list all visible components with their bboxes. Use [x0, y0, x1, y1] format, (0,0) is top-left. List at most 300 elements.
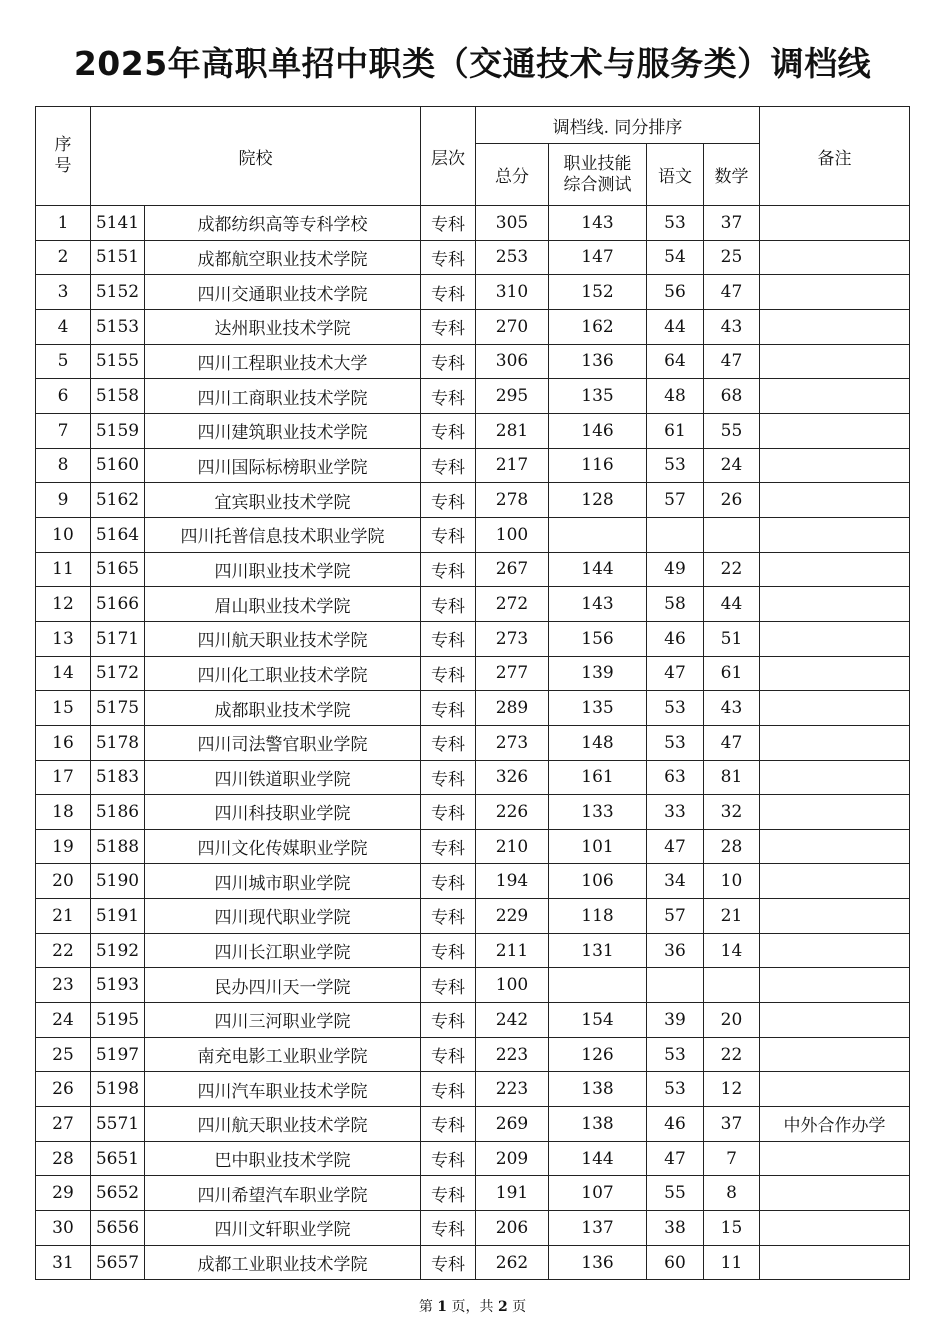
cell-remark [760, 517, 910, 552]
cell-total: 270 [476, 309, 549, 344]
cell-math: 21 [704, 899, 760, 934]
table-row [36, 448, 910, 483]
cell-code: 5166 [91, 587, 145, 622]
cell-math: 81 [704, 760, 760, 795]
cell-remark [760, 933, 910, 968]
cell-skill: 161 [549, 760, 647, 795]
header-seq: 序号 [36, 107, 91, 206]
cell-chinese: 63 [647, 760, 704, 795]
cell-total: 223 [476, 1072, 549, 1107]
cell-school: 四川工程职业技术大学 [145, 344, 421, 379]
cell-remark [760, 1176, 910, 1211]
cell-seq: 10 [36, 517, 91, 552]
cell-school: 四川交通职业技术学院 [145, 275, 421, 310]
cell-seq: 11 [36, 552, 91, 587]
cell-level: 专科 [421, 1176, 476, 1211]
cell-total: 306 [476, 344, 549, 379]
cell-chinese: 53 [647, 725, 704, 760]
cell-skill [549, 968, 647, 1003]
cell-code: 5172 [91, 656, 145, 691]
table-row [36, 725, 910, 760]
cell-math: 20 [704, 1003, 760, 1038]
cell-skill: 138 [549, 1072, 647, 1107]
header-remark: 备注 [760, 107, 910, 206]
cell-level: 专科 [421, 760, 476, 795]
table-row [36, 1211, 910, 1246]
cell-math: 14 [704, 933, 760, 968]
header-skill: 职业技能综合测试 [549, 144, 647, 206]
cell-seq: 28 [36, 1141, 91, 1176]
cell-level: 专科 [421, 1107, 476, 1142]
cell-math: 11 [704, 1245, 760, 1280]
cell-seq: 26 [36, 1072, 91, 1107]
cell-skill: 148 [549, 725, 647, 760]
cell-school: 四川航天职业技术学院 [145, 621, 421, 656]
cell-skill: 138 [549, 1107, 647, 1142]
cell-chinese: 56 [647, 275, 704, 310]
cell-seq: 2 [36, 240, 91, 275]
cell-school: 四川城市职业学院 [145, 864, 421, 899]
table-row [36, 1141, 910, 1176]
cell-remark [760, 206, 910, 241]
cell-school: 四川汽车职业技术学院 [145, 1072, 421, 1107]
cell-code: 5159 [91, 413, 145, 448]
cell-total: 326 [476, 760, 549, 795]
cell-remark [760, 587, 910, 622]
cell-chinese: 57 [647, 483, 704, 518]
cell-seq: 19 [36, 829, 91, 864]
cell-code: 5571 [91, 1107, 145, 1142]
cell-total: 273 [476, 621, 549, 656]
cell-school: 四川现代职业学院 [145, 899, 421, 934]
header-school: 院校 [91, 107, 421, 206]
cell-skill: 144 [549, 552, 647, 587]
cell-school: 南充电影工业职业学院 [145, 1037, 421, 1072]
cell-remark [760, 621, 910, 656]
cell-skill: 143 [549, 206, 647, 241]
cell-remark [760, 795, 910, 830]
cell-level: 专科 [421, 483, 476, 518]
cell-total: 295 [476, 379, 549, 414]
cell-skill: 128 [549, 483, 647, 518]
cell-skill: 147 [549, 240, 647, 275]
header-chinese: 语文 [647, 144, 704, 206]
table-row [36, 309, 910, 344]
table-row [36, 1176, 910, 1211]
cell-code: 5151 [91, 240, 145, 275]
table-row [36, 483, 910, 518]
footer-suffix: 页 [512, 1299, 527, 1315]
cell-level: 专科 [421, 240, 476, 275]
cell-chinese: 57 [647, 899, 704, 934]
cell-seq: 15 [36, 691, 91, 726]
cell-chinese: 61 [647, 413, 704, 448]
cell-skill: 116 [549, 448, 647, 483]
cell-level: 专科 [421, 1003, 476, 1038]
cell-school: 成都职业技术学院 [145, 691, 421, 726]
cell-seq: 31 [36, 1245, 91, 1280]
cell-skill [549, 517, 647, 552]
table-row [36, 552, 910, 587]
cell-code: 5152 [91, 275, 145, 310]
table-row [36, 1037, 910, 1072]
cell-seq: 25 [36, 1037, 91, 1072]
cell-math: 43 [704, 309, 760, 344]
cell-math: 24 [704, 448, 760, 483]
cell-total: 310 [476, 275, 549, 310]
cell-math [704, 968, 760, 1003]
cell-seq: 16 [36, 725, 91, 760]
cell-chinese: 58 [647, 587, 704, 622]
cell-total: 100 [476, 517, 549, 552]
cell-math: 47 [704, 725, 760, 760]
cell-seq: 12 [36, 587, 91, 622]
cell-school: 四川文化传媒职业学院 [145, 829, 421, 864]
cell-chinese: 47 [647, 656, 704, 691]
cell-code: 5164 [91, 517, 145, 552]
cell-skill: 101 [549, 829, 647, 864]
cell-chinese: 33 [647, 795, 704, 830]
header-total: 总分 [476, 144, 549, 206]
cell-math: 26 [704, 483, 760, 518]
table-row [36, 344, 910, 379]
cell-seq: 23 [36, 968, 91, 1003]
table-row [36, 587, 910, 622]
cell-seq: 13 [36, 621, 91, 656]
cell-code: 5652 [91, 1176, 145, 1211]
cell-code: 5186 [91, 795, 145, 830]
cell-remark [760, 829, 910, 864]
cell-remark [760, 899, 910, 934]
cell-math: 22 [704, 552, 760, 587]
cell-remark [760, 1245, 910, 1280]
cell-level: 专科 [421, 275, 476, 310]
cell-seq: 21 [36, 899, 91, 934]
cell-chinese [647, 968, 704, 1003]
cell-math: 25 [704, 240, 760, 275]
cell-chinese: 55 [647, 1176, 704, 1211]
cell-total: 242 [476, 1003, 549, 1038]
cell-total: 100 [476, 968, 549, 1003]
cell-remark [760, 1003, 910, 1038]
cell-math: 61 [704, 656, 760, 691]
cell-school: 四川长江职业学院 [145, 933, 421, 968]
footer-total-pages: 2 [497, 1299, 508, 1315]
table-row [36, 968, 910, 1003]
cell-skill: 137 [549, 1211, 647, 1246]
cell-code: 5193 [91, 968, 145, 1003]
cell-total: 278 [476, 483, 549, 518]
table-row [36, 829, 910, 864]
cell-chinese: 53 [647, 1072, 704, 1107]
cell-skill: 152 [549, 275, 647, 310]
cell-school: 四川化工职业技术学院 [145, 656, 421, 691]
cell-level: 专科 [421, 691, 476, 726]
cell-skill: 133 [549, 795, 647, 830]
cell-level: 专科 [421, 864, 476, 899]
cell-chinese: 54 [647, 240, 704, 275]
cell-remark [760, 691, 910, 726]
cutoff-table [35, 106, 910, 1280]
cell-school: 成都工业职业技术学院 [145, 1245, 421, 1280]
cell-math: 7 [704, 1141, 760, 1176]
cell-math: 28 [704, 829, 760, 864]
cell-school: 四川司法警官职业学院 [145, 725, 421, 760]
cell-code: 5197 [91, 1037, 145, 1072]
cell-remark [760, 240, 910, 275]
cell-chinese: 49 [647, 552, 704, 587]
cell-code: 5651 [91, 1141, 145, 1176]
cell-level: 专科 [421, 968, 476, 1003]
cell-chinese: 53 [647, 691, 704, 726]
cell-code: 5155 [91, 344, 145, 379]
cell-skill: 135 [549, 379, 647, 414]
cell-level: 专科 [421, 413, 476, 448]
page-title: 2025年高职单招中职类（交通技术与服务类）调档线 [73, 44, 872, 83]
cell-math: 55 [704, 413, 760, 448]
cell-remark [760, 483, 910, 518]
cell-remark [760, 1141, 910, 1176]
cell-code: 5141 [91, 206, 145, 241]
cell-math: 37 [704, 1107, 760, 1142]
table-row [36, 1107, 910, 1142]
table-row [36, 691, 910, 726]
cell-code: 5191 [91, 899, 145, 934]
cell-school: 四川国际标榜职业学院 [145, 448, 421, 483]
cell-code: 5198 [91, 1072, 145, 1107]
cell-seq: 9 [36, 483, 91, 518]
cell-chinese: 44 [647, 309, 704, 344]
cell-code: 5171 [91, 621, 145, 656]
cell-math [704, 517, 760, 552]
table-row [36, 899, 910, 934]
footer-page-number: 1 [437, 1299, 448, 1315]
cell-code: 5175 [91, 691, 145, 726]
cell-remark [760, 656, 910, 691]
table-row [36, 621, 910, 656]
cell-math: 68 [704, 379, 760, 414]
cell-school: 眉山职业技术学院 [145, 587, 421, 622]
cell-total: 206 [476, 1211, 549, 1246]
cell-remark [760, 968, 910, 1003]
cell-chinese: 38 [647, 1211, 704, 1246]
page-footer [0, 1296, 945, 1316]
cell-remark [760, 448, 910, 483]
cell-math: 15 [704, 1211, 760, 1246]
cell-skill: 156 [549, 621, 647, 656]
cell-level: 专科 [421, 1072, 476, 1107]
cell-level: 专科 [421, 725, 476, 760]
cell-math: 22 [704, 1037, 760, 1072]
cell-level: 专科 [421, 899, 476, 934]
cell-skill: 118 [549, 899, 647, 934]
cell-remark [760, 552, 910, 587]
footer-prefix: 第 [418, 1299, 433, 1315]
cell-remark [760, 344, 910, 379]
cell-total: 269 [476, 1107, 549, 1142]
cell-total: 210 [476, 829, 549, 864]
cell-seq: 1 [36, 206, 91, 241]
cell-math: 32 [704, 795, 760, 830]
cell-total: 277 [476, 656, 549, 691]
cell-seq: 6 [36, 379, 91, 414]
cell-school: 达州职业技术学院 [145, 309, 421, 344]
cell-level: 专科 [421, 1211, 476, 1246]
cell-skill: 143 [549, 587, 647, 622]
cell-total: 305 [476, 206, 549, 241]
cell-math: 12 [704, 1072, 760, 1107]
cell-skill: 135 [549, 691, 647, 726]
table-row [36, 206, 910, 241]
cell-total: 191 [476, 1176, 549, 1211]
cell-chinese: 53 [647, 206, 704, 241]
cell-skill: 144 [549, 1141, 647, 1176]
cell-skill: 107 [549, 1176, 647, 1211]
cell-total: 217 [476, 448, 549, 483]
cell-code: 5178 [91, 725, 145, 760]
cell-total: 211 [476, 933, 549, 968]
cell-chinese [647, 517, 704, 552]
cell-remark [760, 864, 910, 899]
cell-level: 专科 [421, 379, 476, 414]
cell-school: 四川文轩职业学院 [145, 1211, 421, 1246]
cell-chinese: 47 [647, 1141, 704, 1176]
header-math: 数学 [704, 144, 760, 206]
table-row [36, 413, 910, 448]
cell-level: 专科 [421, 621, 476, 656]
cell-school: 四川托普信息技术职业学院 [145, 517, 421, 552]
table-row [36, 795, 910, 830]
cell-code: 5656 [91, 1211, 145, 1246]
cell-total: 229 [476, 899, 549, 934]
cell-seq: 18 [36, 795, 91, 830]
cell-remark [760, 275, 910, 310]
cell-code: 5657 [91, 1245, 145, 1280]
cell-total: 262 [476, 1245, 549, 1280]
table-row [36, 933, 910, 968]
cell-code: 5188 [91, 829, 145, 864]
cell-chinese: 53 [647, 448, 704, 483]
table-row [36, 1072, 910, 1107]
cell-level: 专科 [421, 448, 476, 483]
cell-remark: 中外合作办学 [760, 1107, 910, 1142]
cell-remark [760, 1211, 910, 1246]
table-row [36, 760, 910, 795]
table-row [36, 517, 910, 552]
cell-total: 253 [476, 240, 549, 275]
cell-math: 47 [704, 344, 760, 379]
cell-school: 民办四川天一学院 [145, 968, 421, 1003]
cell-total: 194 [476, 864, 549, 899]
cell-total: 226 [476, 795, 549, 830]
cell-total: 289 [476, 691, 549, 726]
cell-total: 273 [476, 725, 549, 760]
cell-level: 专科 [421, 933, 476, 968]
cell-skill: 136 [549, 344, 647, 379]
cell-school: 宜宾职业技术学院 [145, 483, 421, 518]
cell-remark [760, 1037, 910, 1072]
cell-level: 专科 [421, 1245, 476, 1280]
cell-math: 10 [704, 864, 760, 899]
cell-school: 四川工商职业技术学院 [145, 379, 421, 414]
cell-code: 5192 [91, 933, 145, 968]
cell-skill: 154 [549, 1003, 647, 1038]
header-cutoff-group: 调档线. 同分排序 [476, 107, 760, 144]
cell-level: 专科 [421, 309, 476, 344]
cell-chinese: 46 [647, 621, 704, 656]
cell-code: 5183 [91, 760, 145, 795]
table-row [36, 1003, 910, 1038]
cell-seq: 20 [36, 864, 91, 899]
cell-level: 专科 [421, 829, 476, 864]
table-row [36, 1245, 910, 1280]
cell-chinese: 34 [647, 864, 704, 899]
cell-remark [760, 1072, 910, 1107]
cell-math: 51 [704, 621, 760, 656]
cell-seq: 3 [36, 275, 91, 310]
cell-seq: 24 [36, 1003, 91, 1038]
cell-level: 专科 [421, 206, 476, 241]
cell-chinese: 46 [647, 1107, 704, 1142]
cell-skill: 162 [549, 309, 647, 344]
cell-school: 四川三河职业学院 [145, 1003, 421, 1038]
cell-seq: 14 [36, 656, 91, 691]
cell-level: 专科 [421, 795, 476, 830]
table-row [36, 275, 910, 310]
cell-level: 专科 [421, 587, 476, 622]
cell-total: 267 [476, 552, 549, 587]
cell-skill: 136 [549, 1245, 647, 1280]
cell-chinese: 47 [647, 829, 704, 864]
cell-seq: 17 [36, 760, 91, 795]
cell-level: 专科 [421, 656, 476, 691]
cell-math: 8 [704, 1176, 760, 1211]
cell-seq: 22 [36, 933, 91, 968]
cell-seq: 29 [36, 1176, 91, 1211]
cell-chinese: 60 [647, 1245, 704, 1280]
table-row [36, 864, 910, 899]
cell-seq: 4 [36, 309, 91, 344]
cell-total: 209 [476, 1141, 549, 1176]
table-row [36, 656, 910, 691]
cell-code: 5158 [91, 379, 145, 414]
cell-total: 272 [476, 587, 549, 622]
cell-math: 43 [704, 691, 760, 726]
cell-remark [760, 309, 910, 344]
cell-level: 专科 [421, 552, 476, 587]
cell-level: 专科 [421, 344, 476, 379]
cell-school: 四川希望汽车职业学院 [145, 1176, 421, 1211]
cell-chinese: 36 [647, 933, 704, 968]
table-row [36, 379, 910, 414]
cell-skill: 131 [549, 933, 647, 968]
cell-math: 37 [704, 206, 760, 241]
cell-remark [760, 760, 910, 795]
cell-school: 成都航空职业技术学院 [145, 240, 421, 275]
cell-school: 四川建筑职业技术学院 [145, 413, 421, 448]
cell-code: 5190 [91, 864, 145, 899]
cell-skill: 106 [549, 864, 647, 899]
header-level: 层次 [421, 107, 476, 206]
cell-seq: 5 [36, 344, 91, 379]
cell-code: 5160 [91, 448, 145, 483]
cell-school: 四川铁道职业学院 [145, 760, 421, 795]
cell-school: 四川科技职业学院 [145, 795, 421, 830]
cell-skill: 139 [549, 656, 647, 691]
cell-code: 5165 [91, 552, 145, 587]
cell-school: 成都纺织高等专科学校 [145, 206, 421, 241]
cell-code: 5162 [91, 483, 145, 518]
